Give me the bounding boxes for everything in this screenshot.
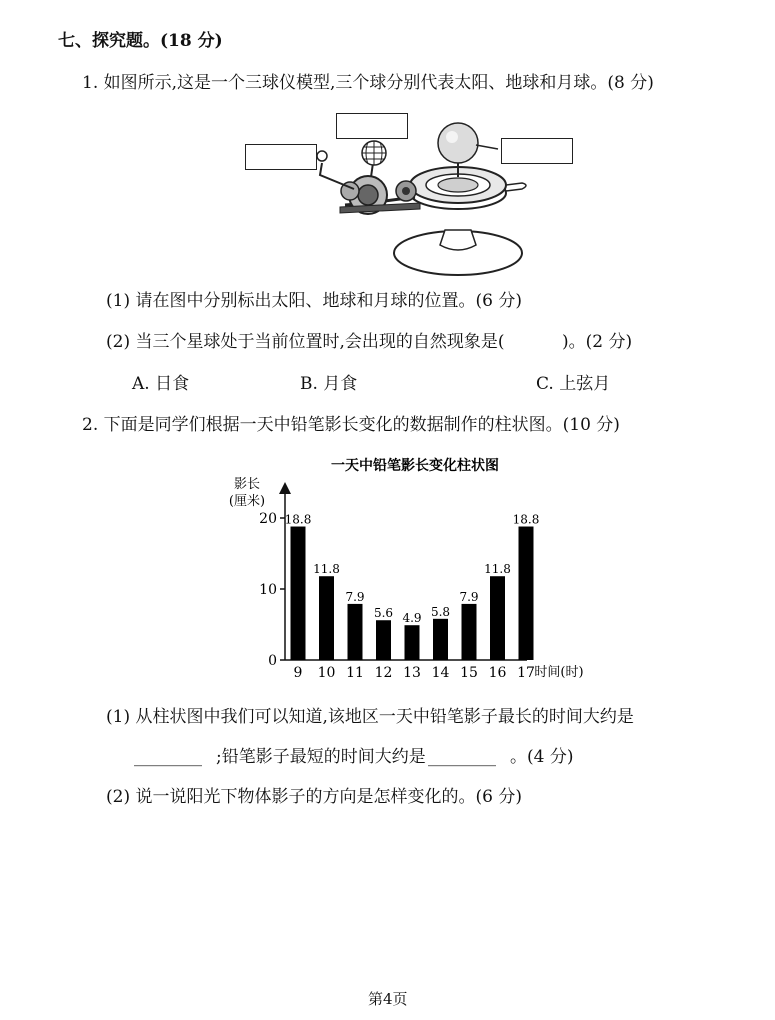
- x-tick-label: 15: [460, 665, 478, 681]
- x-tick-label: 11: [346, 665, 364, 681]
- x-tick-label: 10: [317, 665, 336, 681]
- chart-title: 一天中铅笔影长变化柱状图: [331, 458, 499, 474]
- bar-14: [433, 619, 448, 660]
- q2-stem: 2. 下面是同学们根据一天中铅笔影长变化的数据制作的柱状图。(10 分): [82, 415, 620, 435]
- bar-10: [319, 576, 334, 660]
- label-box-top[interactable]: [336, 113, 408, 139]
- y-tick-label: 10: [259, 582, 277, 598]
- bar-value-label: 7.9: [345, 589, 365, 604]
- page-number: 第4页: [368, 990, 408, 1008]
- bar-value-label: 18.8: [512, 512, 540, 527]
- y-axis-label-line2: (厘米): [228, 494, 266, 509]
- q2-sub2: (2) 说一说阳光下物体影子的方向是怎样变化的。(6 分): [106, 787, 522, 807]
- y-tick-label: 20: [259, 511, 277, 527]
- q1-sub2-start: (2) 当三个星球处于当前位置时,会出现的自然现象是(: [106, 332, 505, 352]
- y-axis-label-line1: 影长: [233, 477, 261, 492]
- bar-9: [291, 527, 306, 660]
- shadow-length-chart: [225, 450, 605, 682]
- q2-blank2[interactable]: ________: [428, 747, 496, 767]
- q1-sub2-end: )。(2 分): [562, 332, 633, 352]
- q2-sub1-end: 。(4 分): [510, 747, 574, 767]
- bar-value-label: 5.6: [373, 606, 394, 621]
- orrery-drawing: [240, 105, 580, 280]
- q1-stem: 1. 如图所示,这是一个三球仪模型,三个球分别代表太阳、地球和月球。(8 分): [82, 73, 654, 93]
- label-box-right[interactable]: [501, 138, 573, 164]
- x-tick-label: 17: [517, 665, 535, 681]
- q1-option-c[interactable]: C. 上弦月: [536, 374, 611, 394]
- q2-sub1-line1: (1) 从柱状图中我们可以知道,该地区一天中铅笔影子最长的时间大约是: [106, 707, 634, 727]
- section-title: 七、探究题。(18 分): [58, 31, 223, 51]
- bar-value-label: 11.8: [313, 562, 340, 577]
- bar-value-label: 18.8: [284, 512, 312, 527]
- bar-12: [376, 620, 391, 660]
- q1-sub1: (1) 请在图中分别标出太阳、地球和月球的位置。(6 分): [106, 291, 522, 311]
- bar-value-label: 5.8: [430, 604, 451, 619]
- chart-svg: [225, 450, 605, 682]
- y-tick-label: 0: [268, 653, 277, 669]
- bar-15: [462, 604, 477, 660]
- bar-11: [348, 604, 363, 660]
- x-axis-label: 时间(时): [534, 665, 584, 680]
- label-box-left[interactable]: [245, 144, 317, 170]
- q2-blank1[interactable]: ________: [134, 747, 202, 767]
- x-tick-label: 12: [374, 665, 393, 681]
- x-tick-label: 14: [431, 665, 450, 681]
- orrery-figure: [240, 105, 580, 280]
- bar-value-label: 7.9: [459, 589, 479, 604]
- bar-17: [519, 527, 534, 660]
- q2-sub1-mid: ;铅笔影子最短的时间大约是: [216, 747, 426, 767]
- bar-16: [490, 576, 505, 660]
- q1-option-a[interactable]: A. 日食: [132, 374, 190, 394]
- q1-option-b[interactable]: B. 月食: [300, 374, 358, 394]
- bar-value-label: 11.8: [484, 562, 511, 577]
- bar-13: [405, 625, 420, 660]
- x-tick-label: 16: [488, 665, 507, 681]
- x-tick-label: 9: [293, 665, 303, 681]
- x-tick-label: 13: [403, 665, 421, 681]
- bar-value-label: 4.9: [402, 611, 422, 626]
